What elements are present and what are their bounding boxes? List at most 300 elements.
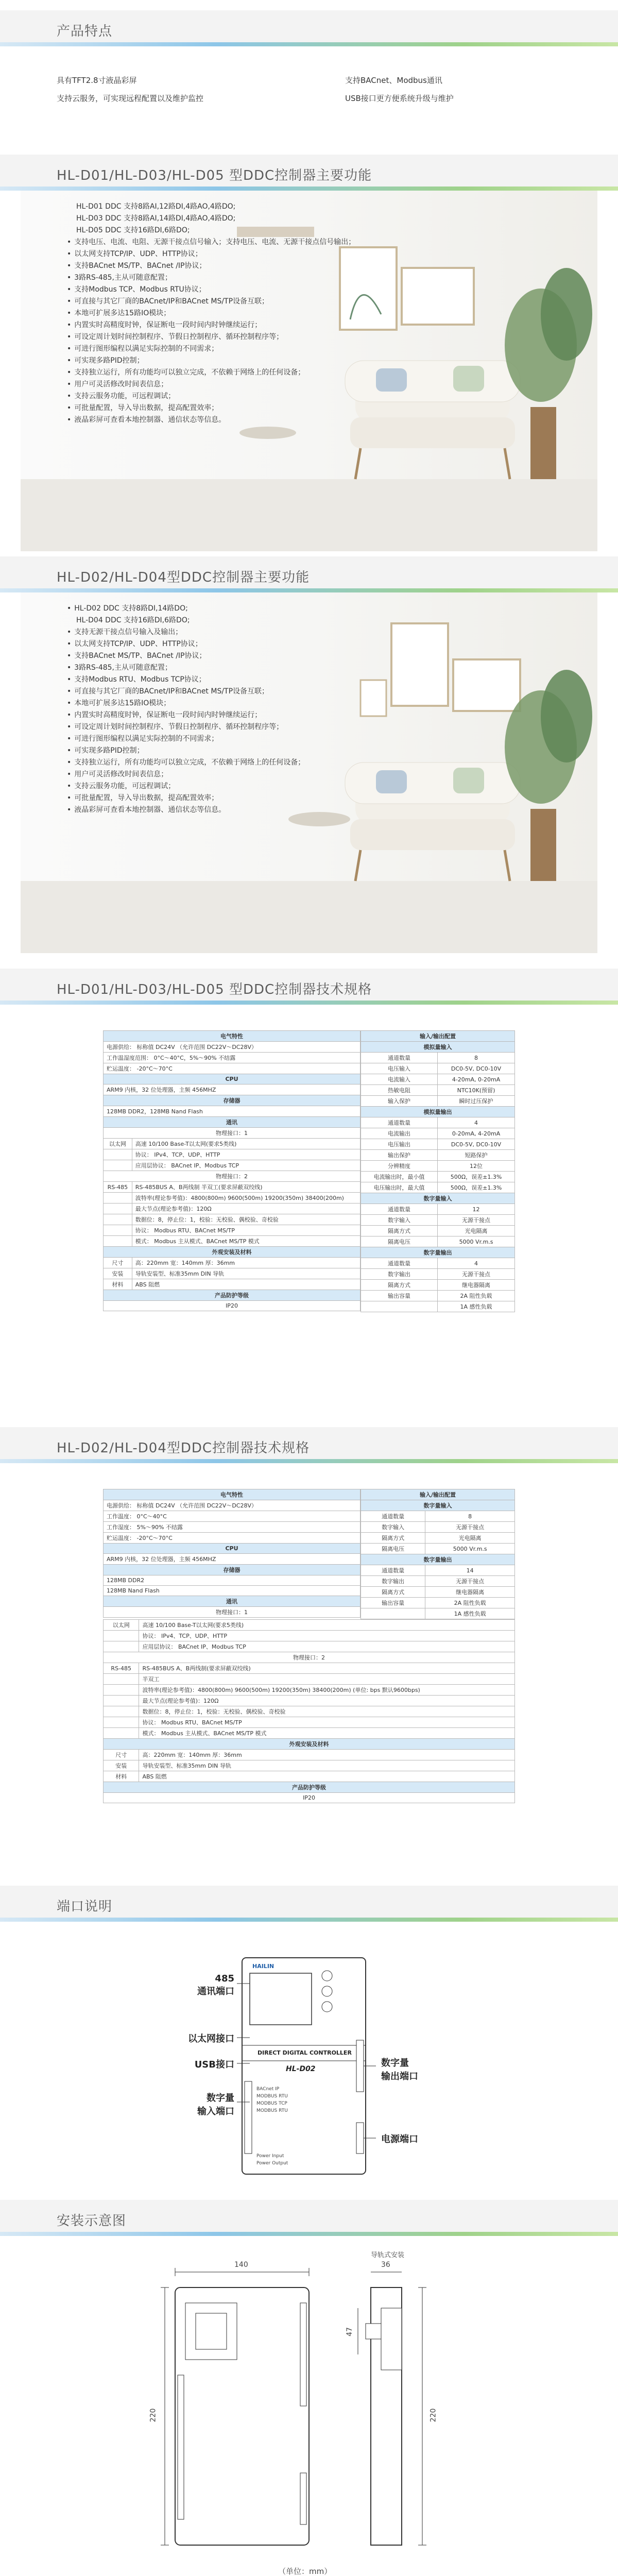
features-list [57,75,572,104]
table-cell: 输出容量 [361,1598,425,1608]
table-row [104,1782,515,1793]
table-row [361,1226,515,1236]
list-item: HL-D01 DDC 支持8路AI,12路DI,4路AO,4路DO; [76,202,236,211]
spec-table-right [360,1030,515,1312]
room-illustration-panel-2 [21,592,597,953]
section-title: HL-D01/HL-D03/HL-D05 型DDC控制器技术规格 [57,982,372,997]
d24-feature-list [67,603,305,816]
install-diagram [149,2251,464,2576]
table-row [361,1128,515,1139]
dimension-drawing [154,2257,464,2576]
table-row [104,1095,360,1106]
led-label: MODBUS TCP [256,2101,287,2106]
table-cell: 瞬时过压保护 [438,1096,515,1107]
table-cell: 热敏电阻 [361,1085,438,1096]
table-row [104,1258,360,1268]
table-row [104,1793,515,1803]
table-cell: 无源干接点 [425,1522,515,1533]
table-cell: 导轨安装型、标准35mm DIN 导轨 [132,1268,360,1279]
table-cell: 4-20mA, 0-20mA [438,1074,515,1085]
dim-side: 47 [345,2327,354,2336]
group-label-cell: 以太网 [104,1139,132,1149]
table-cell: 电压输出 [361,1139,438,1150]
table-cell: 无源干接点 [438,1269,515,1280]
list-item: • 用户可灵活修改时间表信息； [67,769,305,781]
table-row [104,1193,360,1204]
section-title: 安装示意图 [57,2213,127,2229]
group-label-cell: 安装 [104,1760,139,1771]
table-cell: 128MB DDR2，128MB Nand Flash [104,1106,360,1117]
table-cell: 导轨安装型、标准35mm DIN 导轨 [139,1760,515,1771]
table-row [361,1500,515,1511]
table-cell: 数字输入 [361,1215,438,1226]
table-cell: ARM9 内核，32 位处理器，主频 456MHZ [104,1084,360,1095]
table-row [361,1085,515,1096]
table-cell: 500Ω，误差±1.3% [438,1172,515,1182]
spec-table-left [103,1489,360,1618]
table-cell: 12位 [438,1161,515,1172]
group-label-cell: RS-485 [104,1663,139,1674]
table-cell: 波特率(理论参考值)：4800(800m) 9600(500m) 19200(350m) 38400(200m) (单位: bps 默认9600bps) [139,1685,515,1696]
table-row [104,1522,360,1533]
table-cell: 通道数量 [361,1258,438,1269]
table-row [104,1607,360,1618]
table-header-cell: 数字量输出 [361,1554,515,1565]
list-item: • 本地可扩展多达15路IO模块； [67,308,355,319]
table-cell: 128MB Nand Flash [104,1586,360,1596]
table-cell: NTC10K(预留) [438,1085,515,1096]
d135-feature-list [67,201,355,426]
table-row [104,1652,515,1663]
list-item: • 以太网支持TCP/IP、UDP、HTTP协议； [67,638,305,650]
table-cell: RS-485BUS A、B两线制 半双工(要求屏蔽双绞线) [132,1182,360,1193]
feature-item: 支持云服务，可实现远程配置以及维护监控 [57,94,204,103]
table-cell: 2A 阻性负载 [425,1598,515,1608]
list-item: • 液晶彩屏可查看本地控制器、通信状态等信息。 [67,804,305,816]
list-item: • 支持独立运行，所有功能均可以独立完成，不依赖于网络上的任何设备； [67,757,305,769]
table-header-cell: CPU [104,1074,360,1084]
table-row [104,1182,360,1193]
table-cell: 通道数量 [361,1053,438,1063]
table-cell: 14 [425,1565,515,1576]
list-item: • 支持Modbus RTU、Modbus TCP协议； [67,674,305,686]
table-cell: 数据位：8，停止位：1，校验：无校验、偶校验、奇校验 [139,1706,515,1717]
table-row [361,1489,515,1500]
table-cell: 输出保护 [361,1150,438,1161]
group-label-cell [104,1674,139,1685]
table-row [361,1172,515,1182]
table-row [361,1063,515,1074]
group-label-cell [104,1696,139,1706]
group-label-cell [104,1631,139,1641]
table-row [361,1161,515,1172]
list-item: • 可进行图形编程以满足实际控制的不同需求； [67,733,305,745]
table-row [104,1117,360,1128]
list-item: • 支持Modbus TCP、Modbus RTU协议； [67,284,355,296]
table-header-cell: 电气特性 [104,1489,360,1500]
table-row [361,1204,515,1215]
table-row [361,1247,515,1258]
table-cell: 128MB DDR2 [104,1575,360,1586]
list-item: • 本地可扩展多达15路IO模块； [67,698,305,709]
table-cell: RS-485BUS A、B两线制(要求屏蔽双绞线) [139,1663,515,1674]
table-row [104,1053,360,1063]
table-cell: 工作湿度： 5%～90% 不结露 [104,1522,360,1533]
table-header-cell: 存储器 [104,1565,360,1575]
table-row [361,1107,515,1117]
table-cell: 隔离方式 [361,1533,425,1544]
table-row [361,1269,515,1280]
table-cell: 协议： Modbus RTU、BACnet MS/TP [139,1717,515,1728]
unit-note: （单位：mm） [278,2567,332,2576]
dim-rail: 导轨式安装 [371,2251,405,2259]
table-header-cell: 电气特性 [104,1031,360,1042]
dim-depth: 36 [381,2261,390,2269]
table-cell: 高：220mm 宽：140mm 厚：36mm [132,1258,360,1268]
led-label: Power Output [256,2161,288,2166]
table-cell: 1A 感性负载 [425,1608,515,1619]
table-cell: 工作温度： 0°C～40°C [104,1511,360,1522]
section-header-ports [0,1886,618,1922]
table-cell: 协议： IPv4、TCP、UDP、HTTP [132,1149,360,1160]
list-item: • 可设定周计划时间控制程序、节假日控制程序、循环控制程序等； [67,331,355,343]
table-cell: 通道数量 [361,1565,425,1576]
table-cell: 光电隔离 [425,1533,515,1544]
group-label-cell [104,1214,132,1225]
section-header-d24 [0,556,618,592]
callout-do: 数字量 输出端口 [381,2058,418,2082]
table-cell: 隔离方式 [361,1587,425,1598]
table-cell: 电流输出 [361,1128,438,1139]
table-row [104,1663,515,1674]
table-header-cell: 数字量输出 [361,1247,515,1258]
table-cell: 协议： Modbus RTU、BACnet MS/TP [132,1225,360,1236]
table-cell: 应用层协议： BACnet IP、Modbus TCP [139,1641,515,1652]
table-row [104,1565,360,1575]
list-item: • 可批量配置，导入导出数据，提高配置效率； [67,402,355,414]
table-row [104,1717,515,1728]
table-cell: 电压输出时，最大值 [361,1182,438,1193]
table-row [104,1063,360,1074]
room-illustration-panel [21,191,597,551]
table-row [361,1193,515,1204]
table-row [104,1139,360,1149]
table-row [104,1204,360,1214]
list-item: • 支持电压、电流、电阻、无源干接点信号输入；支持电压、电流、无源干接点信号输出； [67,236,355,248]
list-item: • 支持BACnet MS/TP、BACnet /IP协议； [67,260,355,272]
section-title: 端口说明 [57,1899,113,1914]
spec-table-d135 [103,1030,515,1401]
list-item: • 可实现多路PID控制； [67,355,355,367]
table-header-cell: 数字量输入 [361,1500,515,1511]
port-diagram [154,1947,464,2184]
table-header-cell: 模拟量输出 [361,1107,515,1117]
model-label: HL-D02 [286,2065,316,2073]
table-cell: 通道数量 [361,1204,438,1215]
table-header-cell: 产品防护等级 [104,1782,515,1793]
section-divider [0,1459,618,1463]
table-cell: 贮运温度： -20°C～70°C [104,1533,360,1544]
group-label-cell [104,1160,132,1171]
dim-height-side: 220 [429,2408,438,2422]
table-cell: 1A 感性负载 [438,1301,515,1312]
table-cell: 光电隔离 [438,1226,515,1236]
section-divider [0,1001,618,1005]
group-label-cell: 材料 [104,1771,139,1782]
list-item: • 可直接与其它厂商的BACnet/IP和BACnet MS/TP设备互联； [67,686,305,698]
table-cell: 隔离电压 [361,1236,438,1247]
group-label-cell [104,1685,139,1696]
table-row [104,1696,515,1706]
table-cell: 协议： IPv4、TCP、UDP、HTTP [139,1631,515,1641]
table-row [104,1674,515,1685]
table-cell: 高：220mm 宽：140mm 厚：36mm [139,1750,515,1760]
led-label: MODBUS RTU [256,2108,288,2113]
table-row [361,1150,515,1161]
brand-logo: HAILIN [252,1963,274,1970]
table-cell: DC0-5V, DC0-10V [438,1139,515,1150]
table-cell: 继电器隔离 [438,1280,515,1291]
group-label-cell: 材料 [104,1279,132,1290]
list-item: • 可直接与其它厂商的BACnet/IP和BACnet MS/TP设备互联； [67,296,355,308]
table-cell [361,1608,425,1619]
section-title: HL-D02/HL-D04型DDC控制器主要功能 [57,570,310,585]
table-cell: 物理接口：2 [104,1652,515,1663]
table-header-cell: 输入/输出配置 [361,1489,515,1500]
section-divider [0,1918,618,1922]
table-row [104,1511,360,1522]
table-header-cell: 数字量输入 [361,1193,515,1204]
section-divider [0,2232,618,2236]
table-cell: 电源供给： 标称值 DC24V （允许范围 DC22V～DC28V） [104,1500,360,1511]
table-cell: 应用层协议： BACnet IP、Modbus TCP [132,1160,360,1171]
table-row [104,1706,515,1717]
spec-table-left [103,1030,360,1311]
callout-di: 数字量 输入端口 [197,2093,234,2117]
table-row [361,1258,515,1269]
section-title: 产品特点 [57,24,113,39]
table-row [104,1489,360,1500]
list-item: HL-D05 DDC 支持16路DI,6路DO; [76,226,190,234]
table-cell: 0-20mA, 4-20mA [438,1128,515,1139]
table-cell: 隔离电压 [361,1544,425,1554]
section-title: HL-D01/HL-D03/HL-D05 型DDC控制器主要功能 [57,168,372,183]
table-row [361,1031,515,1042]
table-row [104,1728,515,1739]
table-cell: 2A 阻性负载 [438,1291,515,1301]
table-cell: 模式： Modbus 主从模式、BACnet MS/TP 模式 [132,1236,360,1247]
table-row [361,1565,515,1576]
table-cell: 5000 Vr.m.s [438,1236,515,1247]
table-row [104,1620,515,1631]
table-cell: 500Ω，误差±1.3% [438,1182,515,1193]
table-cell: 分辨精度 [361,1161,438,1172]
table-cell: 最大节点(理论参考值)：120Ω [139,1696,515,1706]
table-cell: 数字输出 [361,1269,438,1280]
table-cell [361,1301,438,1312]
list-item: • 内置实时高精度时钟，保证断电一段时间内时钟继续运行； [67,709,305,721]
table-cell: 最大节点(理论参考值)：120Ω [132,1204,360,1214]
table-cell: 工作温湿度范围： 0°C～40°C，5%～90% 不结露 [104,1053,360,1063]
led-label: BACnet IP [256,2087,280,2092]
list-item: • 液晶彩屏可查看本地控制器、通信状态等信息。 [67,414,355,426]
table-cell: 数据位：8，停止位：1，校验：无校验、偶校验、奇校验 [132,1214,360,1225]
table-row [104,1586,360,1596]
table-cell: IP20 [104,1301,360,1311]
table-row [104,1750,515,1760]
section-divider [0,588,618,592]
table-cell: 短路保护 [438,1150,515,1161]
list-item: • 可设定周计划时间控制程序、节假日控制程序、循环控制程序等； [67,721,305,733]
table-cell: ARM9 内核，32 位处理器，主频 456MHZ [104,1554,360,1565]
led-label: MODBUS RTU [256,2094,288,2099]
table-row [104,1247,360,1258]
table-header-cell: 外观安装及材料 [104,1247,360,1258]
table-row [104,1631,515,1641]
table-row [104,1575,360,1586]
table-row [104,1500,360,1511]
table-header-cell: 存储器 [104,1095,360,1106]
group-label-cell [104,1193,132,1204]
group-label-cell [104,1706,139,1717]
table-cell: 物理接口：2 [104,1171,360,1182]
table-row [104,1149,360,1160]
table-cell: 输入保护 [361,1096,438,1107]
table-header-cell: 产品防护等级 [104,1290,360,1301]
callout-power: 电源端口 [381,2134,418,2145]
callout-485: 485 通讯端口 [197,1973,234,1997]
table-cell: 电流输出时，最小值 [361,1172,438,1182]
table-cell: 数字输入 [361,1522,425,1533]
table-row [361,1182,515,1193]
list-item: • 支持无源干接点信号输入及输出； [67,626,305,638]
list-item: HL-D03 DDC 支持8路AI,14路DI,4路AO,4路DO; [76,214,236,223]
table-row [104,1554,360,1565]
table-cell: 波特率(理论参考值)：4800(800m) 9600(500m) 19200(350m) 38400(200m) [132,1193,360,1204]
list-item: • 3路RS-485,主从可随意配置； [67,272,355,284]
table-row [104,1084,360,1095]
dim-width: 140 [234,2261,248,2269]
table-row [104,1031,360,1042]
list-item: • 支持BACnet MS/TP、BACnet /IP协议； [67,650,305,662]
table-row [361,1533,515,1544]
group-label-cell: 尺寸 [104,1750,139,1760]
table-row [104,1279,360,1290]
table-cell: 电压输入 [361,1063,438,1074]
spec-table-right [360,1489,515,1619]
table-cell: 半双工 [139,1674,515,1685]
table-cell: 5000 Vr.m.s [425,1544,515,1554]
table-cell: 数字输出 [361,1576,425,1587]
table-header-cell: 通讯 [104,1117,360,1128]
table-row [104,1596,360,1607]
table-row [104,1760,515,1771]
table-cell: 输出容量 [361,1291,438,1301]
table-row [361,1236,515,1247]
group-label-cell [104,1641,139,1652]
list-item: • 可批量配置，导入导出数据，提高配置效率； [67,792,305,804]
list-item: • 3路RS-485,主从可随意配置； [67,662,305,674]
table-cell: 无源干接点 [438,1215,515,1226]
table-cell: 8 [438,1053,515,1063]
group-label-cell: 尺寸 [104,1258,132,1268]
table-row [104,1544,360,1554]
table-cell: DC0-5V, DC0-10V [438,1063,515,1074]
callout-ethernet: 以太网接口 [188,2033,234,2044]
table-row [104,1106,360,1117]
table-row [104,1739,515,1750]
group-label-cell [104,1717,139,1728]
table-row [361,1608,515,1619]
list-item: HL-D04 DDC 支持16路DI,6路DO; [76,616,190,624]
table-cell: 物理接口：1 [104,1607,360,1618]
table-cell: 4 [438,1258,515,1269]
list-item: • HL-D02 DDC 支持8路DI,14路DO; [67,603,305,615]
table-row [361,1096,515,1107]
section-header-d135 [0,155,618,191]
spec-table-full [103,1619,515,1803]
group-label-cell [104,1236,132,1247]
section-divider [0,42,618,46]
table-cell: 通道数量 [361,1511,425,1522]
feature-item: 具有TFT2.8寸液晶彩屏 [57,76,137,85]
table-cell: 隔离方式 [361,1226,438,1236]
table-header-cell: CPU [104,1544,360,1554]
table-row [104,1214,360,1225]
spec-table-d24 [103,1489,515,1870]
table-row [104,1685,515,1696]
feature-item: 支持BACnet、Modbus通讯 [345,76,442,85]
table-row [361,1554,515,1565]
led-label: Power Input [256,2154,284,2159]
table-row [104,1641,515,1652]
table-row [361,1576,515,1587]
table-cell: ABS 阻燃 [132,1279,360,1290]
section-header-spec24 [0,1427,618,1463]
group-label-cell [104,1225,132,1236]
table-row [104,1128,360,1139]
table-row [104,1771,515,1782]
table-cell: 贮运温度： -20°C～70°C [104,1063,360,1074]
section-title: HL-D02/HL-D04型DDC控制器技术规格 [57,1440,310,1456]
table-cell: 电源供给： 标称值 DC24V （允许范围 DC22V～DC28V） [104,1042,360,1053]
table-cell: 物理接口：1 [104,1128,360,1139]
feature-item: USB接口更方便系统升级与维护 [345,94,454,103]
table-cell: 模式： Modbus 主从模式、BACnet MS/TP 模式 [139,1728,515,1739]
table-row [361,1042,515,1053]
table-row [104,1301,360,1311]
table-row [361,1117,515,1128]
section-divider [0,187,618,191]
table-row [104,1042,360,1053]
table-cell: IP20 [104,1793,515,1803]
table-row [361,1544,515,1554]
table-row [361,1280,515,1291]
group-label-cell [104,1149,132,1160]
list-item: • 可进行图形编程以满足实际控制的不同需求； [67,343,355,355]
table-header-cell: 模拟量输入 [361,1042,515,1053]
section-header-install [0,2200,618,2236]
table-cell: 高速 10/100 Base-T以太网(要求5类线) [139,1620,515,1631]
table-row [104,1268,360,1279]
device-label: DIRECT DIGITAL CONTROLLER [258,2049,352,2056]
table-row [361,1074,515,1085]
table-row [361,1291,515,1301]
group-label-cell: 以太网 [104,1620,139,1631]
callout-usb: USB接口 [194,2059,234,2070]
table-header-cell: 外观安装及材料 [104,1739,515,1750]
table-row [361,1139,515,1150]
